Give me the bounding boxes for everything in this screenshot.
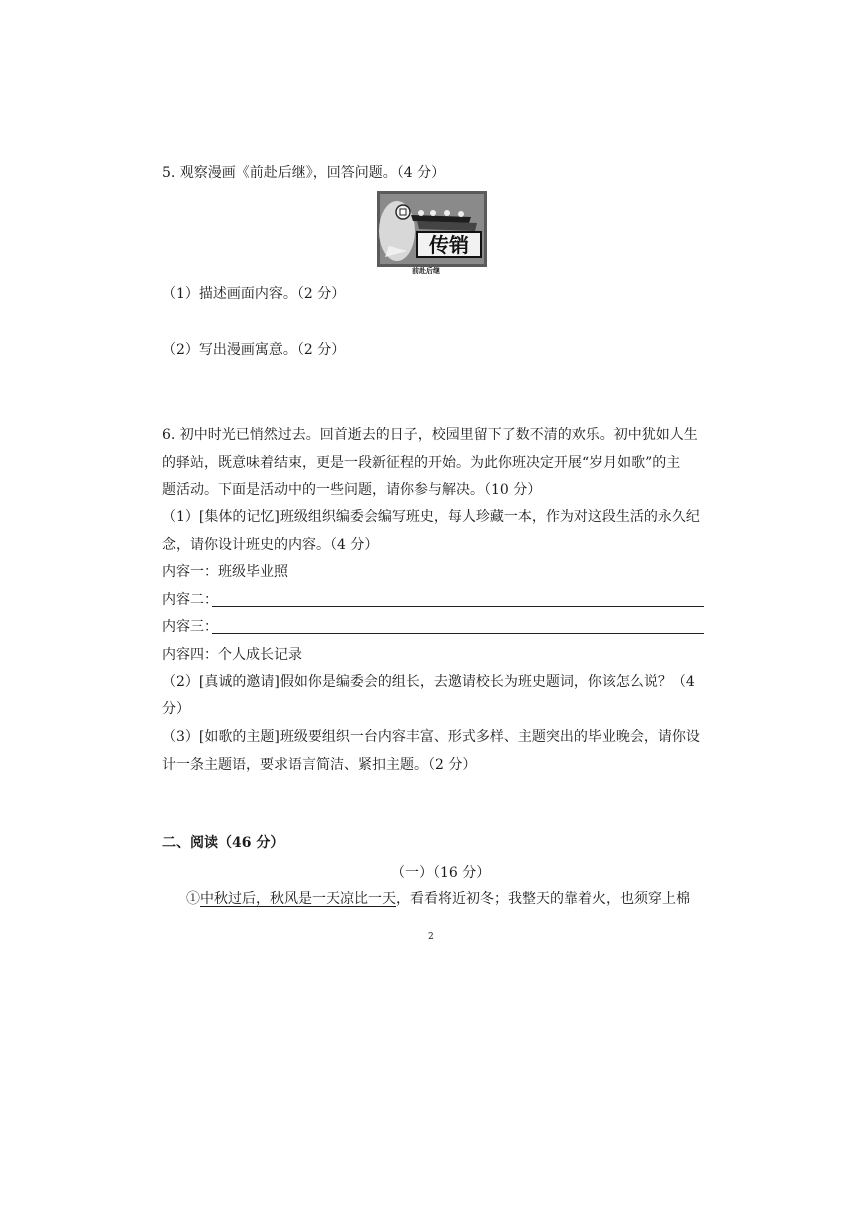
question-5-sub2: （2）写出漫画寓意。（2 分） <box>162 342 346 358</box>
question-6-sub1: 念，请你设计班史的内容。（4 分） <box>162 537 379 553</box>
cartoon-caption: 前赴后继 <box>412 267 440 275</box>
question-6-sub2: 分） <box>162 701 190 717</box>
question-6-line: 题活动。下面是活动中的一些问题，请你参与解决。（10 分） <box>162 482 542 498</box>
question-6-line: 的驿站，既意味着结束，更是一段新征程的开始。为此你班决定开展“岁月如歌”的主 <box>162 455 681 471</box>
content-item-4: 内容四：个人成长记录 <box>162 647 302 663</box>
content-item-3-blank[interactable] <box>212 633 704 634</box>
question-6-sub2: （2）[真诚的邀请]假如你是编委会的组长，去邀请校长为班史题词，你该怎么说？（4 <box>162 674 695 690</box>
content-item-2-label: 内容二： <box>162 592 218 608</box>
content-item-1: 内容一：班级毕业照 <box>162 564 288 580</box>
paragraph-text: ，看看将近初冬；我整天的靠着火，也须穿上棉 <box>396 891 690 907</box>
cartoon-text: 传销 <box>429 233 469 257</box>
question-5-sub1: （1）描述画面内容。（2 分） <box>162 286 346 302</box>
question-5-prompt: 5. 观察漫画《前赴后继》，回答问题。（4 分） <box>162 165 446 181</box>
content-item-3-label: 内容三： <box>162 619 218 635</box>
section-title: 二、阅读（46 分） <box>162 835 285 851</box>
underlined-sentence: 中秋过后，秋风是一天凉比一天 <box>200 891 396 907</box>
question-6-sub3: 计一条主题语，要求语言简洁、紧扣主题。（2 分） <box>162 757 477 773</box>
part-title: （一）（16 分） <box>391 865 491 881</box>
paragraph-number: ① <box>186 891 200 907</box>
reading-paragraph <box>186 889 690 909</box>
page-number: 2 <box>428 932 434 942</box>
question-6-sub3: （3）[如歌的主题]班级要组织一台内容丰富、形式多样、主题突出的毕业晚会，请你设 <box>162 729 700 745</box>
content-item-2-blank[interactable] <box>212 606 704 607</box>
question-6-sub1: （1）[集体的记忆]班级组织编委会编写班史，每人珍藏一本，作为对这段生活的永久纪 <box>162 509 700 525</box>
cartoon-image <box>377 191 487 267</box>
question-6-line: 6. 初中时光已悄然过去。回首逝去的日子，校园里留下了数不清的欢乐。初中犹如人生 <box>162 427 698 443</box>
